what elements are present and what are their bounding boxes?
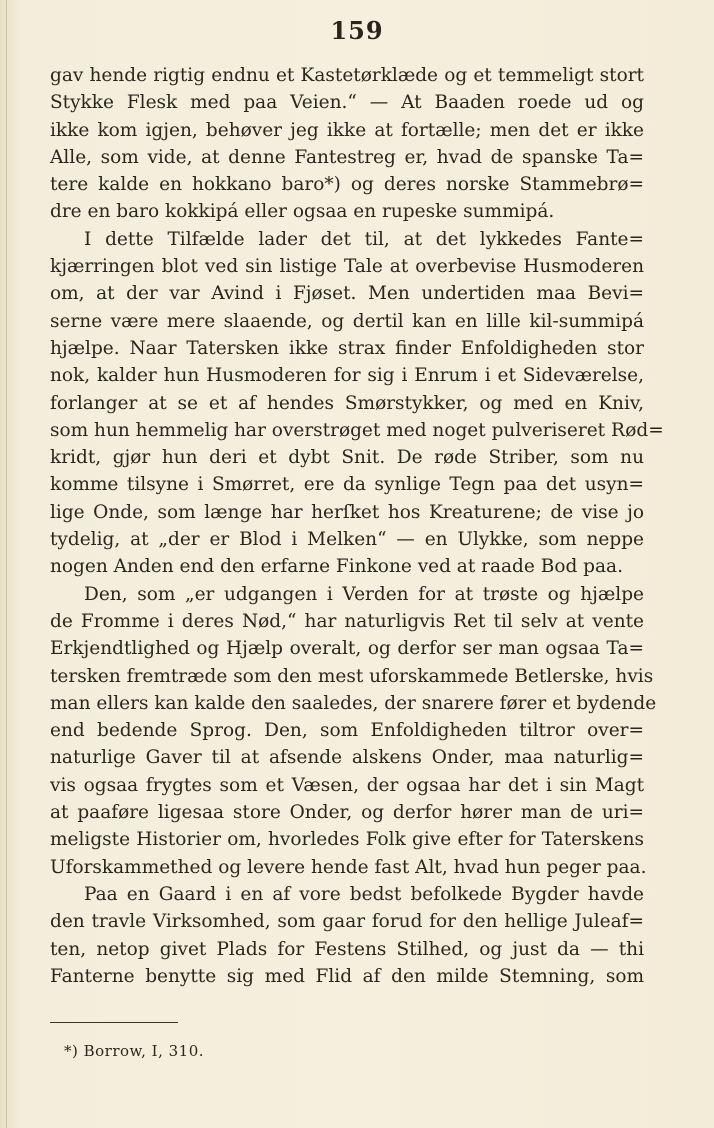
text-line: kjærringen blot ved sin listige Tale at overbevise Husmoderen — [50, 256, 644, 278]
text-line: komme tilsyne i Smørret, ere da synlige Tegn paa det usyn= — [50, 474, 644, 496]
text-line: forlanger at se et af hendes Smørstykker, og med en Kniv, — [50, 392, 644, 414]
text-line: hjælpe. Naar Tatersken ikke strax finder Enfoldigheden stor — [50, 337, 644, 359]
text-line: lige Onde, som længe har herſket hos Kreaturene; de vise jo — [50, 501, 644, 523]
text-line: gav hende rigtig endnu et Kastetørklæde og et temmeligt stort — [50, 65, 644, 86]
text-line: at paaføre ligesaa store Onder, og derfor hører man de uri= — [50, 802, 644, 824]
text-line: man ellers kan kalde den saaledes, der snarere fører et bydende — [50, 692, 657, 714]
text-line: tere kalde en hokkano baro*) og deres norske Stammebrø= — [50, 174, 644, 196]
footnote-divider — [50, 1022, 178, 1023]
text-line: den travle Virksomhed, som gaar forud for den hellige Juleaf= — [50, 911, 644, 933]
body-text — [50, 62, 664, 990]
text-line: nogen Anden end den erfarne Finkone ved at raade Bod paa. — [50, 556, 623, 578]
text-line: vis ogsaa frygtes som et Væsen, der ogsaa har det i sin Magt — [50, 774, 644, 796]
text-line: naturlige Gaver til at afsende alskens Onder, maa naturlig= — [50, 747, 644, 769]
text-line: Den, som „er udgangen i Verden for at trøste og hjælpe — [84, 583, 644, 605]
text-line: tersken fremtræde som den mest uforskammede Betlerske, hvis — [50, 665, 654, 687]
text-line: nok, kalder hun Husmoderen for sig i Enrum i et Sideværelse, — [50, 365, 644, 387]
text-line: tydelig, at „der er Blod i Melken“ — en Ulykke, som neppe — [50, 529, 644, 551]
text-line: Erkjendtlighed og Hjælp overalt, og derfor ser man ogsaa Ta= — [50, 638, 644, 660]
footnote: *) Borrow, I, 310. — [64, 1042, 205, 1060]
text-line: ten, netop givet Plads for Festens Stilhed, og just da — thi — [50, 938, 644, 960]
text-line: Stykke Flesk med paa Veien.“ — At Baaden roede ud og — [50, 92, 644, 114]
text-line: dre en baro kokkipá eller ogsaa en rupeske summipá. — [50, 201, 555, 223]
text-line: ikke kom igjen, behøver jeg ikke at fortælle; men det er ikke — [50, 119, 644, 141]
page-number: 159 — [330, 16, 384, 45]
text-line: om, at der var Avind i Fjøset. Men undertiden maa Bevi= — [50, 283, 644, 305]
text-line: end bedende Sprog. Den, som Enfoldigheden tiltror over= — [50, 720, 644, 742]
text-line: Paa en Gaard i en af vore bedst befolkede Bygder havde — [84, 883, 644, 905]
text-line: Alle, som vide, at denne Fantestreg er, hvad de spanske Ta= — [50, 146, 644, 168]
text-line: I dette Tilfælde lader det til, at det lykkedes Fante= — [84, 228, 644, 250]
text-line: Fanterne benytte sig med Flid af den milde Stemning, som — [50, 965, 644, 987]
page-edge — [6, 0, 7, 1128]
text-line: meligste Historier om, hvorledes Folk give efter for Taterskens — [50, 829, 644, 851]
text-line: kridt, gjør hun deri et dybt Snit. De røde Striber, som nu — [50, 447, 644, 469]
text-line: Uforskammethed og levere hende fast Alt, hvad hun peger paa. — [50, 856, 647, 878]
text-line: serne være mere slaaende, og dertil kan en lille kil-summipá — [50, 310, 644, 332]
text-line: som hun hemmelig har overstrøget med noget pulveriseret Rød= — [50, 419, 664, 441]
text-line: de Fromme i deres Nød,“ har naturligvis Ret til selv at vente — [50, 610, 644, 632]
